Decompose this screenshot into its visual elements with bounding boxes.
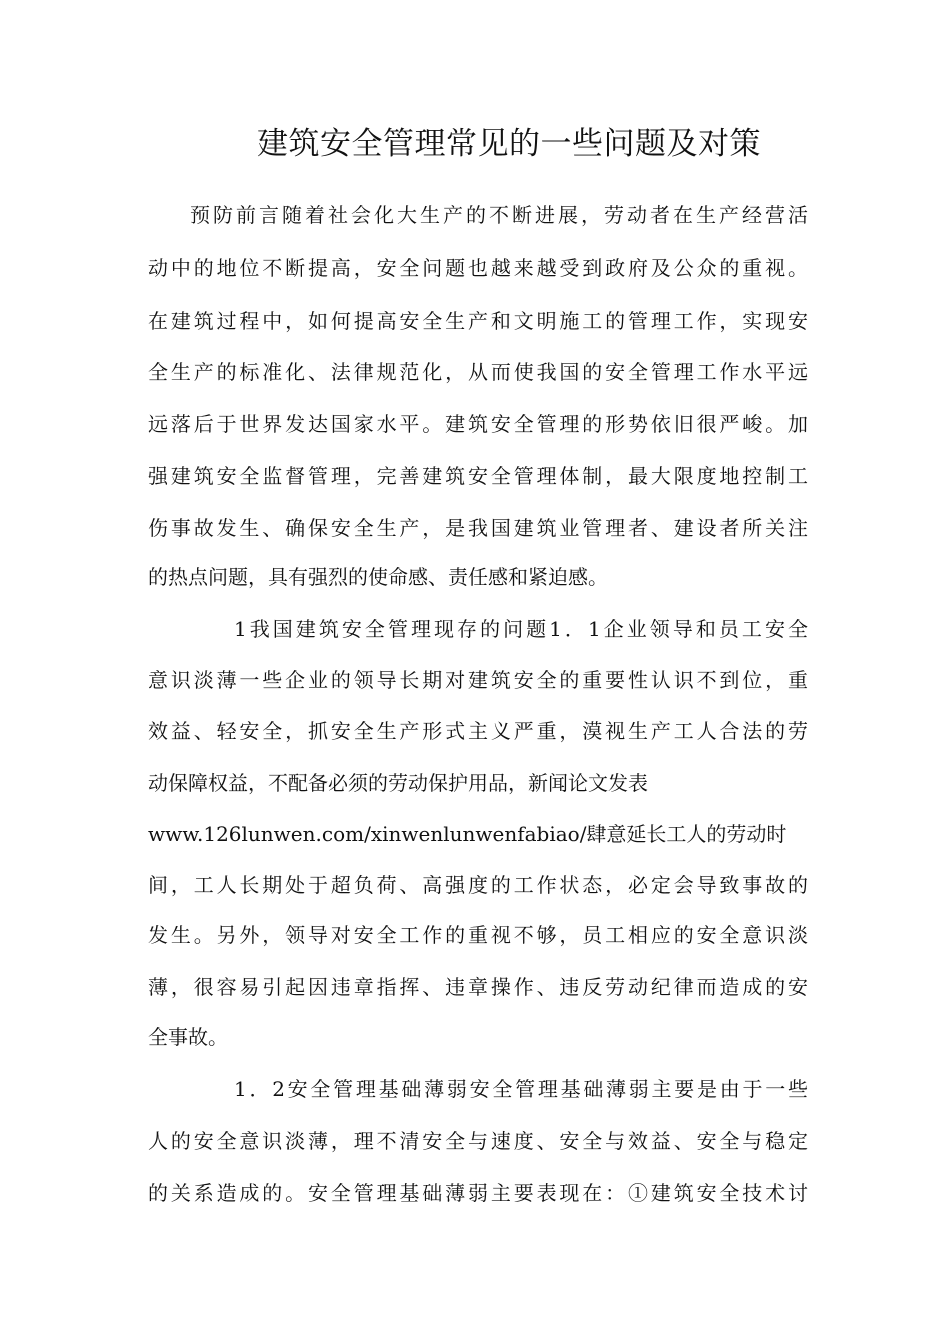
paragraph-line: www.126lunwen.com/xinwenlunwenfabiao/肆意延长工人的劳动时 [148,822,787,846]
paragraph-line: 人的安全意识淡薄，理不清安全与速度、安全与效益、安全与稳定 [148,1129,808,1153]
paragraph-line: 的热点问题，具有强烈的使命感、责任感和紧迫感。 [148,565,608,589]
paragraph-line: 薄，很容易引起因违章指挥、违章操作、违反劳动纪律而造成的安 [148,975,808,999]
paragraph-line: 全事故。 [148,1025,228,1049]
paragraph-line: 远落后于世界发达国家水平。建筑安全管理的形势依旧很严峻。加 [148,412,808,436]
paragraph-line: 预防前言随着社会化大生产的不断进展，劳动者在生产经营活 [190,203,808,227]
paragraph-line: 的关系造成的。安全管理基础薄弱主要表现在：①建筑安全技术讨 [148,1181,808,1205]
document-title: 建筑安全管理常见的一些问题及对策 [257,126,761,162]
paragraph-line: 1我国建筑安全管理现存的问题1．1企业领导和员工安全 [234,617,808,641]
paragraph-line: 间，工人长期处于超负荷、高强度的工作状态，必定会导致事故的 [148,873,808,897]
paragraph-line: 动保障权益，不配备必须的劳动保护用品，新闻论文发表 [148,771,648,795]
paragraph-line: 意识淡薄一些企业的领导长期对建筑安全的重要性认识不到位，重 [148,668,808,692]
paragraph-line: 效益、轻安全，抓安全生产形式主义严重，漠视生产工人合法的劳 [148,719,808,743]
paragraph-line: 在建筑过程中，如何提高安全生产和文明施工的管理工作，实现安 [148,309,808,333]
paragraph-line: 全生产的标准化、法律规范化，从而使我国的安全管理工作水平远 [148,360,808,384]
paragraph-line: 强建筑安全监督管理，完善建筑安全管理体制，最大限度地控制工 [148,464,808,488]
paragraph-line: 1．2安全管理基础薄弱安全管理基础薄弱主要是由于一些 [234,1077,808,1101]
paragraph-line: 发生。另外，领导对安全工作的重视不够，员工相应的安全意识淡 [148,923,808,947]
paragraph-line: 伤事故发生、确保安全生产，是我国建筑业管理者、建设者所关注 [148,516,808,540]
paragraph-line: 动中的地位不断提高，安全问题也越来越受到政府及公众的重视。 [148,256,808,280]
